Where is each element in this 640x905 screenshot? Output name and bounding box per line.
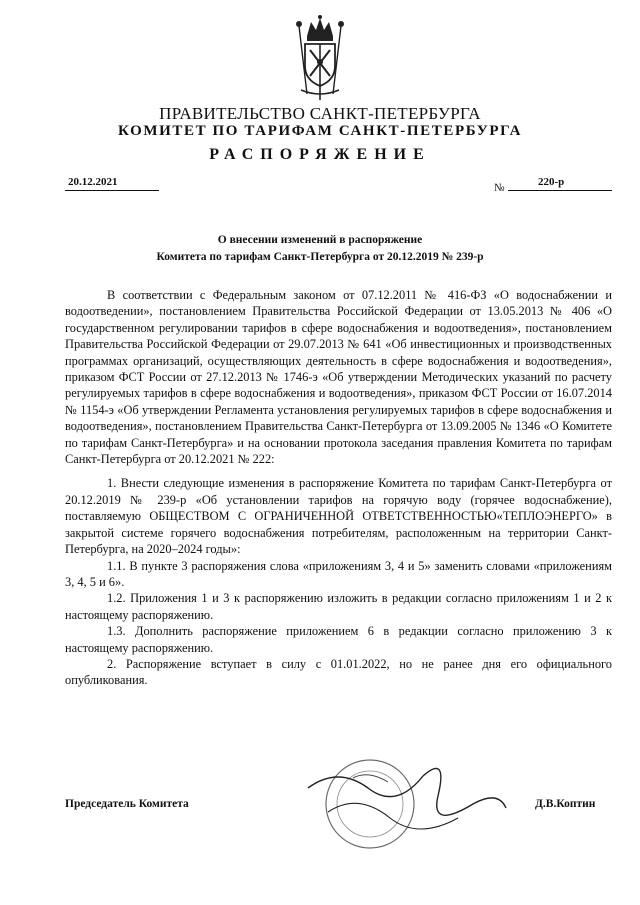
document-subject	[0, 232, 640, 266]
subject-line-1: О внесении изменений в распоряжение	[217, 234, 423, 246]
item-2-paragraph: 2. Распоряжение вступает в силу с 01.01.2022, но не ранее дня его официального опубликования.	[65, 656, 612, 688]
preamble-paragraph: В соответствии с Федеральным законом от 07.12.2011 № 416-ФЗ «О водоснабжении и водоотведении», постановлением Правительства Российской Федерации от 13.05.2013 № 406 «О государственном регулировании тарифов в сфере водоснабжения и водоотведения», постановлением Правительства Российской Федерации от 29.07.2013 № 641 «Об инвестиционных и производственных программах организаций, осуществляющих деятельность в сфере водоснабжения и водоотведения», приказом ФСТ России от 27.12.2013 № 1746-э «Об утверждении Методических указаний по расчету регулируемых тарифов в сфере водоснабжения и водоотведения», приказом ФСТ России от 16.07.2014 № 1154-э «Об утверждении Регламента установления регулируемых тарифов в сфере водоснабжения и водоотведения», постановлением Правительства Санкт-Петербурга от 13.09.2005 № 1346 «О Комитете по тарифам Санкт-Петербурга» и на основании протокола заседания правления Комитета по тарифам Санкт-Петербурга от 20.12.2021 № 222:	[65, 288, 612, 467]
number-underline	[508, 190, 612, 191]
document-type-title: РАСПОРЯЖЕНИЕ	[209, 146, 431, 163]
number-sign: №	[494, 182, 505, 194]
document-number: 220-р	[538, 176, 565, 188]
item-1-1-paragraph: 1.1. В пункте 3 распоряжения слова «приложениям 3, 4 и 5» заменить словами «приложениям 3, 4, 5 и 6».	[65, 558, 612, 589]
document-body	[65, 287, 612, 689]
document-date: 20.12.2021	[68, 176, 118, 188]
item-1-3-paragraph: 1.3. Дополнить распоряжение приложением 6 в редакции согласно приложению 3 к настоящему распоряжению.	[65, 624, 612, 655]
item-1-paragraph: 1. Внести следующие изменения в распоряжение Комитета по тарифам Санкт-Петербурга от 20.12.2019 № 239-р «Об установлении тарифов на горячую воду (горячее водоснабжение), поставляемую ОБЩЕСТВОМ С ОГРАНИЧЕННОЙ ОТВЕТСТВЕННОСТЬЮ«ТЕПЛОЭНЕРГО» в закрытой системе горячего водоснабжения потребителям, расположенным на территории Санкт-Петербурга, на 2020–2024 годы»:	[65, 476, 612, 557]
signatory-name: Д.В.Коптин	[535, 798, 596, 810]
government-name: ПРАВИТЕЛЬСТВО САНКТ-ПЕТЕРБУРГА	[159, 104, 481, 123]
coat-of-arms-emblem	[293, 14, 347, 102]
date-underline	[65, 190, 159, 191]
item-1-2-paragraph: 1.2. Приложения 1 и 3 к распоряжению изложить в редакции согласно приложениям 1 и 2 к настоящему распоряжению.	[65, 591, 612, 622]
signatory-role: Председатель Комитета	[65, 798, 189, 810]
subject-line-2: Комитета по тарифам Санкт-Петербурга от 20.12.2019 № 239-р	[156, 251, 484, 263]
signature-stamp	[298, 748, 513, 856]
committee-name: КОМИТЕТ ПО ТАРИФАМ САНКТ-ПЕТЕРБУРГА	[117, 123, 523, 139]
